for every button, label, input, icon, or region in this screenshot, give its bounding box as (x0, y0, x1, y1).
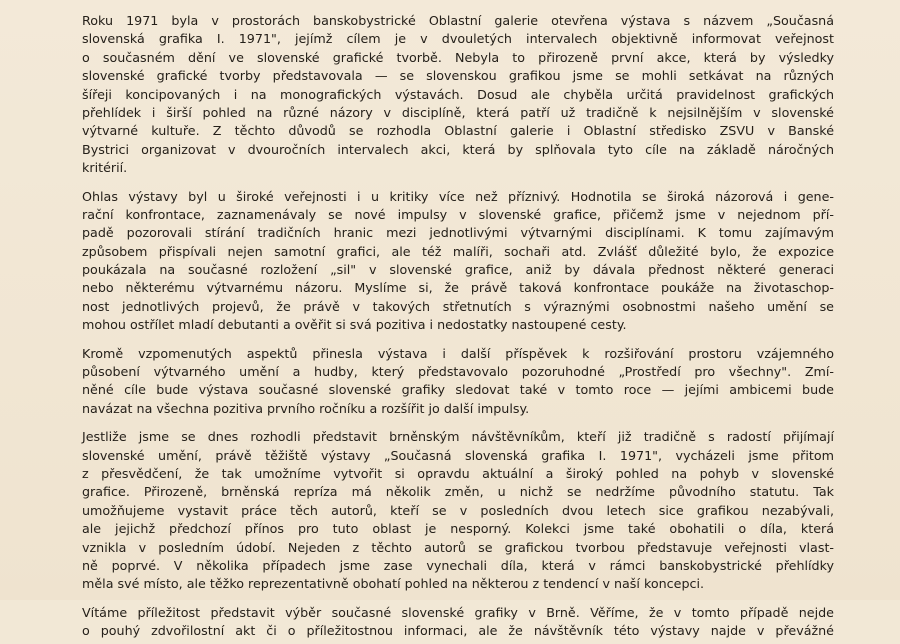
text-line: umožňujeme vystavit práce těch autorů, kteří se v posledních dvou letech sice grafikou nezabývali, (82, 502, 834, 518)
text-line: šířeji koncipovaných i na monografických výstavách. Dosud ale chyběla určitá pravidelnost grafických (82, 86, 834, 102)
text-line: vznikla v posledním údobí. Nejeden z těchto autorů se grafickou tvorbou představuje veřejnosti vlast- (82, 539, 834, 555)
text-line: slovenské grafické tvorby představovala — se slovenskou grafikou jsme se mohli setkávat na různých (82, 68, 834, 84)
paragraph-1 (82, 12, 834, 178)
text-line: způsobem přispívali nejen samotní grafici, ale též malíři, sochaři atd. Zvlášť důležité bylo, že expozice (82, 243, 834, 259)
text-line: rační konfrontace, zaznamenávaly se nové impulsy v slovenské grafice, přičemž jsme v nejednom pří- (82, 206, 834, 222)
text-line: poukázala na současné rozložení „sil" v slovenské grafice, aniž by dávala přednost některé generaci (82, 262, 834, 278)
text-line: přehlídek i širší pohled na různé názory v disciplíně, která patří už tradičně k nejsilnějším v slovenské (82, 104, 834, 120)
text-line: výtvarné kultuře. Z těchto důvodů se rozhodla Oblastní galerie i Oblastní středisko ZSVU v Banské (82, 123, 834, 139)
paragraph-4 (82, 428, 834, 594)
text-line: nost jednotlivých projevů, že právě v takových střetnutích s výraznými osobnostmi našeho umění se (82, 298, 834, 314)
text-line: slovenská grafika I. 1971", jejímž cílem je v dvouletých intervalech objektivně informovat veřejnost (82, 31, 834, 47)
text-line: grafice. Přirozeně, brněnská repríza má několik změn, u nichž se nedržíme původního statutu. Tak (82, 484, 834, 500)
text-line: působení výtvarného umění a hudby, který představovalo pozoruhodné „Prostředí pro všechny". Zmí- (82, 364, 834, 380)
text-line: nebo některému výtvarnému názoru. Myslíme si, že právě taková konfrontace poukáže na životaschop- (82, 280, 834, 296)
text-line: něné cíle bude výstava současné slovenské grafiky sledovat také v tomto roce — jejími ambicemi bude (82, 382, 834, 398)
text-line: o současném dění ve slovenské grafické tvorbě. Nebyla to přirozeně první akce, která by výsledky (82, 49, 834, 65)
text-line: Bystrici organizovat v dvouročních intervalech akci, která by splňovala tyto cíle na základě náročných (82, 141, 834, 157)
text-line: o pouhý zdvořilostní akt či o příležitostnou informaci, ale že návštěvník této výstavy najde v převážné (82, 623, 834, 639)
text-line: navázat na všechna pozitiva prvního ročníku a rozšířit jo další impulsy. (82, 400, 530, 416)
text-line: kritérií. (82, 160, 128, 176)
text-line: padě pozorovali stírání tradičních hranic mezi jednotlivými výtvarnými disciplínami. K tomu zajímavým (82, 225, 834, 241)
text-line: mohou ostřílet mladí debutanti a ověřit si svá pozitiva i nedostatky nastoupené cesty. (82, 317, 627, 333)
text-line: měla své místo, ale těžko reprezentativně obohatí pohled na některou z tendencí v naší koncepci. (82, 576, 705, 592)
text-line: Jestliže jsme se dnes rozhodli představit brněnským návštěvníkům, kteří již tradičně s radostí přijímají (82, 429, 834, 445)
text-line: z přesvědčení, že tak umožníme vytvořit si opravdu aktuální a široký pohled na pohyb v slovenské (82, 465, 834, 481)
paragraph-5 (82, 604, 834, 639)
text-line: Roku 1971 byla v prostorách banskobystrické Oblastní galerie otevřena výstava s názvem „Současná (82, 13, 834, 28)
text-line: ale jejichž předchozí přínos pro tuto oblast je nesporný. Kolekci jsme také obohatili o díla, která (82, 521, 834, 537)
text-line: Kromě vzpomenutých aspektů přinesla výstava i další příspěvek k rozšiřování prostoru vzájemného (82, 345, 834, 361)
text-line: slovenské umění, právě těžiště výstavy „Současná slovenská grafika I. 1971", vycházeli jsme přitom (82, 447, 834, 463)
paragraph-2 (82, 188, 834, 335)
document-body (82, 12, 834, 644)
paragraph-3 (82, 345, 834, 419)
text-line: Vítáme příležitost představit výběr současné slovenské grafiky v Brně. Věříme, že v tomto případě nejde (82, 604, 834, 620)
text-line: Ohlas výstavy byl u široké veřejnosti i u kritiky více než příznivý. Hodnotila se široká názorová i gene- (82, 188, 834, 204)
text-line: ně poprvé. V několika případech jsme zase vynechali díla, která v rámci banskobystrické přehlídky (82, 557, 834, 573)
